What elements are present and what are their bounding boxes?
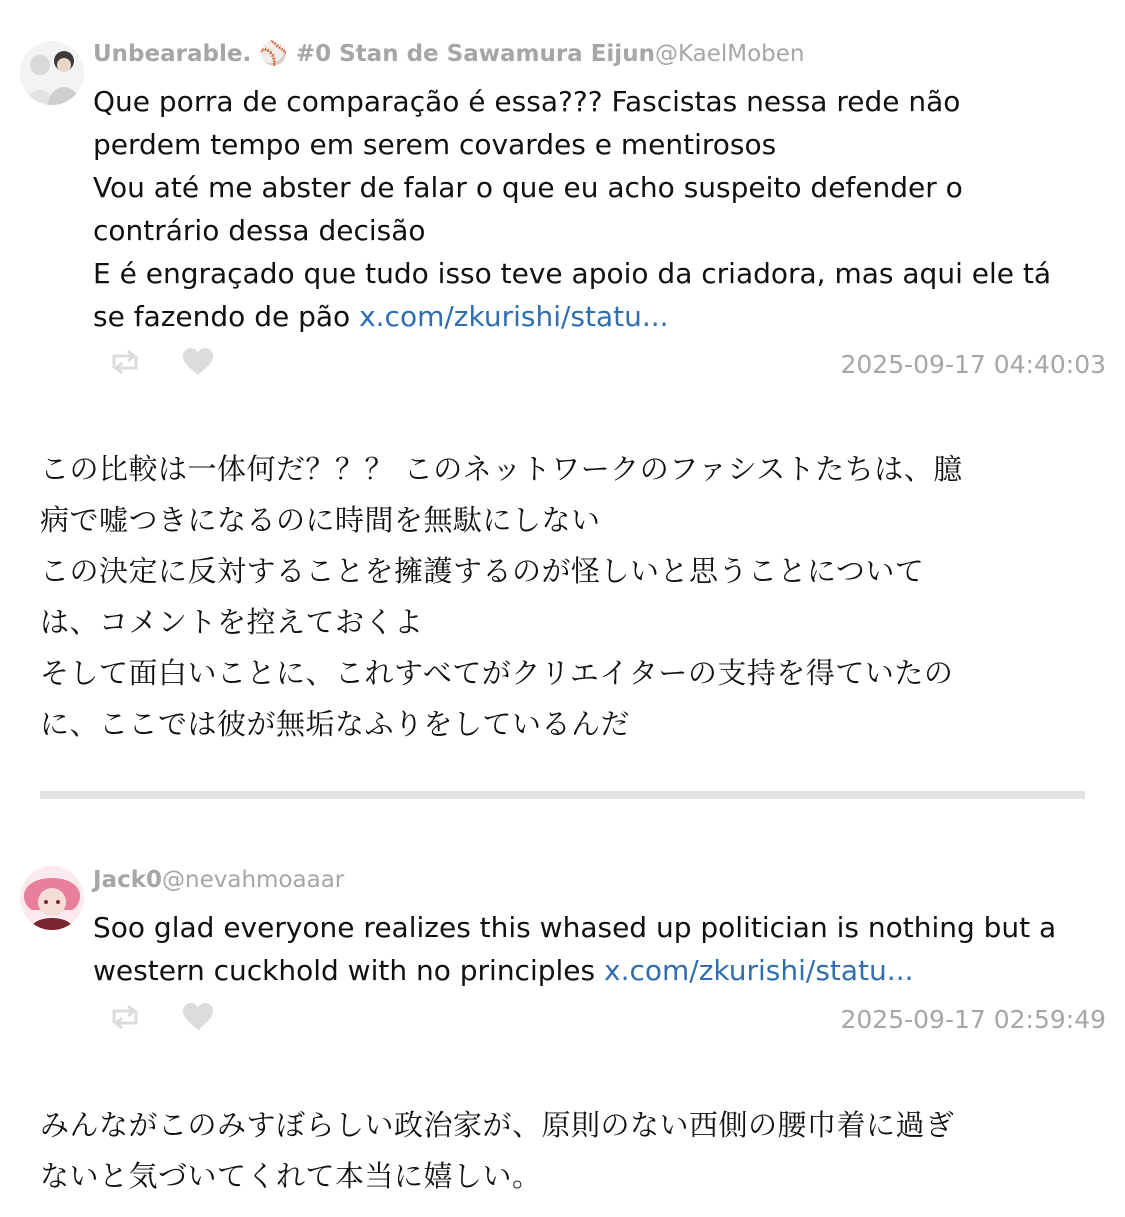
post-timestamp: 2025-09-17 04:40:03 <box>840 350 1106 379</box>
post-body <box>93 80 1103 338</box>
display-name[interactable]: Jack0 <box>93 867 163 893</box>
post-link[interactable]: x.com/zkurishi/statu... <box>359 300 669 333</box>
user-handle[interactable]: @KaelMoben <box>654 41 805 67</box>
post-link[interactable]: x.com/zkurishi/statu... <box>604 954 914 987</box>
post-actions <box>108 1003 214 1035</box>
post-header <box>93 39 805 69</box>
post-actions <box>108 348 214 380</box>
post-body <box>93 906 1103 992</box>
avatar-image <box>20 41 84 105</box>
avatar[interactable] <box>20 866 84 930</box>
post-text: Que porra de comparação é essa??? Fascistas nessa rede não perdem tempo em serem covardes e mentirosos Vou até me abster de falar o que eu acho suspeito defender o contrário dessa decisão E é engraçado que tudo isso teve apoio da criadora, mas aqui ele tá se fazendo de pão <box>93 85 1052 333</box>
post-text: Soo glad everyone realizes this whased up politician is nothing but a western cuckhold with no principles <box>93 911 1057 987</box>
post-translation: この比較は一体何だ？？？ このネットワークのファシストたちは、臆 病で嘘つきになるのに時間を無駄にしない この決定に反対することを擁護するのが怪しいと思うことについて は、コメントを控えておくよ そして面白いことに、これすべてがクリエイターの支持を得ていたの に、ここでは彼が無垢なふりをしているんだ <box>40 452 963 741</box>
display-name[interactable]: Unbearable. ⚾ #0 Stan de Sawamura Eijun <box>93 41 655 67</box>
post-divider <box>40 791 1085 799</box>
heart-icon[interactable] <box>182 1003 214 1035</box>
heart-icon[interactable] <box>182 348 214 380</box>
user-handle[interactable]: @nevahmoaaar <box>162 867 345 893</box>
retweet-icon[interactable] <box>108 1003 142 1035</box>
avatar-image <box>20 866 84 930</box>
post-header <box>93 865 344 895</box>
post-timestamp: 2025-09-17 02:59:49 <box>840 1005 1106 1034</box>
avatar[interactable] <box>20 41 84 105</box>
retweet-icon[interactable] <box>108 348 142 380</box>
post-translation: みんながこのみすぼらしい政治家が、原則のない西側の腰巾着に過ぎ ないと気づいてくれて本当に嬉しい。 <box>40 1108 955 1193</box>
